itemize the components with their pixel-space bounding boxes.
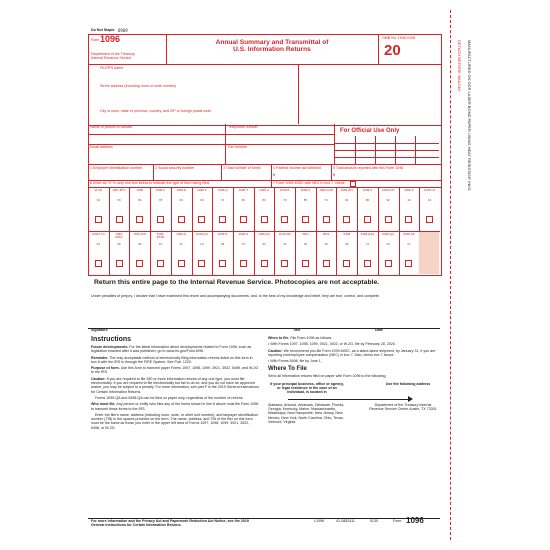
form-type-name: 1099-C bbox=[300, 188, 311, 192]
form-type-name: 5498-SA bbox=[403, 232, 415, 236]
form-type-name: 1098-Q bbox=[217, 188, 228, 192]
where-row bbox=[268, 403, 438, 424]
form-type-code: 95 bbox=[117, 242, 121, 246]
form-type-name: 1099-MISC bbox=[115, 232, 123, 240]
form-type-checkbox[interactable] bbox=[323, 216, 330, 223]
box4-dollar: $ bbox=[273, 173, 275, 177]
form-type-code: 97 bbox=[158, 242, 163, 246]
form-type-checkbox[interactable] bbox=[240, 216, 247, 223]
footer-code1: 41-0852411 bbox=[336, 519, 355, 523]
form-type-checkbox[interactable] bbox=[116, 260, 123, 267]
form-type-code: 75 bbox=[241, 242, 245, 246]
form-type-name: W-2G bbox=[94, 188, 103, 192]
form-type-checkbox[interactable] bbox=[95, 260, 102, 267]
form-type-name: 1099-K bbox=[404, 188, 414, 192]
form-type-name: 1099-LTC bbox=[91, 232, 105, 236]
city-label: City or town, state or province, country, and ZIP or foreign postal code bbox=[100, 109, 212, 113]
form-type-checkbox[interactable] bbox=[198, 216, 205, 223]
form-type-name: 1099-QA bbox=[195, 232, 208, 236]
form-type-code: 27 bbox=[407, 242, 411, 246]
when-bold: When to file. bbox=[268, 336, 290, 340]
form-type-name: 3922 bbox=[322, 232, 330, 236]
form-type-checkbox[interactable] bbox=[261, 260, 268, 267]
form-type-code: 84 bbox=[179, 198, 183, 202]
form-type-name: 1099-OID bbox=[133, 232, 147, 236]
p1-bold: Future developments. bbox=[91, 345, 129, 349]
filer-block bbox=[88, 64, 442, 126]
where-arrow bbox=[268, 395, 438, 403]
form-type-checkbox[interactable] bbox=[426, 216, 433, 223]
form-type-checkbox[interactable] bbox=[281, 260, 288, 267]
signature-line bbox=[88, 328, 440, 329]
instructions-column bbox=[91, 336, 259, 430]
form-label: Form bbox=[91, 38, 100, 42]
form-type-name: 1099-Q bbox=[176, 232, 187, 236]
box5-dollar: $ bbox=[333, 173, 335, 177]
email-label: Email address bbox=[90, 145, 113, 149]
form-type-name: 1099-LS bbox=[423, 188, 436, 192]
form-type-checkbox[interactable] bbox=[136, 260, 143, 267]
form-type-code: 25 bbox=[303, 242, 308, 246]
form-type-name: 1099-S bbox=[238, 232, 249, 236]
form-type-name: 1098-F bbox=[197, 188, 207, 192]
form-type-checkbox[interactable] bbox=[157, 260, 164, 267]
where-col2: Use the following address bbox=[385, 381, 431, 386]
form-code: 6969 bbox=[118, 28, 128, 33]
box1-label: 1 Employer identification number bbox=[90, 166, 143, 170]
form-type-checkbox[interactable] bbox=[178, 216, 185, 223]
form-type-name: 1099-PATR bbox=[156, 232, 165, 240]
footer-notice: For more information and the Privacy Act and Paperwork Reduction Act Notice, see the 2019 General Instructions for Certain Information Returns. bbox=[91, 519, 249, 528]
form-type-code: 28 bbox=[345, 242, 349, 246]
form-type-checkbox[interactable] bbox=[385, 260, 392, 267]
caution-bold: Caution: bbox=[268, 348, 283, 353]
contact-person-label: Name of person to contact bbox=[90, 125, 133, 129]
form-type-code: 92 bbox=[386, 198, 390, 202]
phone-label: Telephone number bbox=[228, 125, 258, 129]
form-type-code: 72 bbox=[365, 242, 370, 246]
p5-text: Forms 1099-QA and 5498-QA can be filed on paper only, regardless of the number of returns. bbox=[95, 395, 244, 400]
where-col1: If your principal business, office or agency, or legal residence in the case of an individual, is located in bbox=[270, 381, 344, 395]
form-type-name: 1099-A bbox=[259, 188, 269, 192]
form-type-name: 1098 bbox=[136, 188, 144, 192]
form-type-checkbox[interactable] bbox=[385, 216, 392, 223]
form-1096-page bbox=[88, 28, 440, 543]
return-notice: Return this entire page to the Internal Revenue Service. Photocopies are not acceptable. bbox=[94, 279, 380, 286]
form-type-code: 98 bbox=[220, 242, 225, 246]
form-type-checkbox[interactable] bbox=[405, 260, 412, 267]
form-type-name: 1099-INT bbox=[381, 188, 395, 192]
title-line-1: Annual Summary and Transmittal of bbox=[215, 39, 329, 46]
footer-form-label: Form bbox=[393, 519, 402, 523]
form-type-name: 5498-QA bbox=[382, 232, 395, 236]
official-use-grid bbox=[335, 136, 439, 164]
box6-label: 6 Enter an "X" in only one box below to indicate the type of form being filed. bbox=[90, 181, 210, 185]
form-type-code: 83 bbox=[241, 198, 245, 202]
form-type-name: 5498-ESA bbox=[360, 232, 375, 236]
filer-name-label: FILER'S name bbox=[100, 66, 124, 70]
form-type-code: 81 bbox=[138, 198, 142, 202]
form-type-checkbox[interactable] bbox=[302, 216, 309, 223]
where-intro: Send all information returns filed on paper with Form 1096 to the following. bbox=[268, 374, 387, 379]
form-type-code: 94 bbox=[262, 242, 266, 246]
detach-note: DETACH BEFORE MAILING bbox=[457, 40, 462, 92]
omb-number: OMB No. 1545-0108 bbox=[382, 36, 415, 40]
form-type-checkbox[interactable] bbox=[157, 216, 164, 223]
arrow-icon bbox=[408, 396, 413, 402]
form-type-name: 1099-G bbox=[362, 188, 373, 192]
detach-perforation bbox=[450, 10, 451, 540]
form-type-code: 32 bbox=[96, 198, 101, 202]
form-type-code: 16 bbox=[427, 198, 432, 202]
form-type-code: 79 bbox=[283, 198, 287, 202]
form-title bbox=[168, 39, 376, 54]
form-type-checkbox[interactable] bbox=[95, 216, 102, 223]
date-label: Date bbox=[375, 328, 383, 332]
form-type-code: 50 bbox=[117, 198, 121, 202]
footer-code2: 5130 bbox=[370, 519, 378, 523]
form-type-code: 96 bbox=[138, 242, 142, 246]
form-type-checkbox[interactable] bbox=[219, 216, 226, 223]
form-type-checkbox[interactable] bbox=[240, 260, 247, 267]
form-type-code: 78 bbox=[158, 198, 163, 202]
p2-bold: Reminder. bbox=[91, 355, 109, 360]
form-type-checkbox[interactable] bbox=[198, 260, 205, 267]
where-heading: Where To File bbox=[268, 366, 307, 373]
where-states: Alabama, Arizona, Arkansas, Delaware, Florida, Georgia, Kentucky, Maine, Massachusetts, Mississippi, New Hampshire, New Jersey, New Mexico, New York, North Carolina, Ohio, Texas, Vermont, Virginia bbox=[268, 402, 345, 424]
form-type-code: 03 bbox=[200, 198, 204, 202]
form-type-code: 1A bbox=[200, 242, 204, 246]
form-type-name: 1098-T bbox=[238, 188, 249, 192]
when-text: File Form 1096 as follows. bbox=[289, 336, 333, 340]
form-type-code: 91 bbox=[345, 198, 349, 202]
form-type-checkbox[interactable] bbox=[178, 260, 185, 267]
form-number: 1096 bbox=[100, 34, 121, 44]
box7-label: 7 Form 1099-MISC with NEC in box 7, check bbox=[273, 181, 345, 185]
box2-label: 2 Social security number bbox=[155, 166, 195, 170]
form-type-checkbox[interactable] bbox=[281, 216, 288, 223]
filing-column bbox=[268, 336, 438, 424]
form-type-name: 1099-DIV bbox=[340, 188, 354, 192]
official-use-label: For Official Use Only bbox=[340, 128, 400, 134]
form-type-checkbox[interactable] bbox=[364, 260, 371, 267]
form-type-checkbox[interactable] bbox=[116, 216, 123, 223]
p4-bold: Caution: bbox=[91, 376, 106, 381]
signature-label: Signature bbox=[91, 328, 108, 332]
footer-form-number: 1096 bbox=[406, 516, 424, 525]
shaded-cell bbox=[419, 232, 439, 274]
caution-text: We recommend you file Form 1099-MISC, as a stand-alone shipment, by January 31, if you are reporting nonemployee compensation (NEC) in box 7. Also, check box 7 above. bbox=[268, 348, 436, 357]
p6-bold: Who must file. bbox=[91, 402, 116, 407]
box5-label: 5 Total amount reported with this Form 1096 bbox=[333, 166, 404, 170]
form-type-checkbox[interactable] bbox=[323, 260, 330, 267]
form-type-code: 2A bbox=[386, 242, 391, 246]
irs-label: Internal Revenue Service bbox=[91, 56, 132, 60]
street-label: Street address (including room or suite number) bbox=[100, 84, 177, 88]
form-type-code: 10 bbox=[407, 198, 411, 202]
p3-bold: Purpose of form. bbox=[91, 366, 120, 371]
form-type-code: 85 bbox=[303, 198, 308, 202]
form-type-code: 80 bbox=[262, 198, 266, 202]
footer-cat: L1096 bbox=[314, 519, 324, 523]
p1-text: For the latest information about developments related to Form 1096, such as legislation enacted after it was published, go to www.irs.gov/Form1096. bbox=[91, 345, 252, 354]
form-type-name: 1099-SB bbox=[278, 232, 291, 236]
form-type-name: 5498 bbox=[343, 232, 351, 236]
form-type-checkbox[interactable] bbox=[364, 216, 371, 223]
form-type-code: 73 bbox=[324, 198, 328, 202]
p4-text: If you are required to file 250 or more information returns of any one type, you must file electronically. If you are required to file electronically but fail to do so, and you do not have an approved waiver, you may be subject to a penalty. For more information, see part F in the 2019 General Instructions for Certain Information Returns. bbox=[91, 376, 259, 394]
form-type-name: 1097-BTC bbox=[112, 188, 126, 192]
when-bullet-1: • With Forms 1097, 1098, 1099, 3921, 3922, or W-2G, file by February 28, 2020. bbox=[268, 342, 396, 347]
p6-text: Any person or entity who files any of the forms shown in line 6 above must file Form 1096 to transmit those forms to the IRS. bbox=[91, 402, 259, 411]
tax-year: 20 bbox=[384, 42, 401, 59]
p2-text: The only acceptable method of electronically filing information returns listed on this form in box 6 with the IRS is through the FIRE System. See Pub. 1220. bbox=[91, 355, 253, 364]
form-type-name: 3921 bbox=[302, 232, 309, 236]
form-type-name: 1099-B bbox=[279, 188, 290, 192]
box4-label: 4 Federal income tax withheld bbox=[273, 166, 321, 170]
where-address: Department of the Treasury Internal Revenue Service Center Austin, TX 73301 bbox=[369, 402, 437, 411]
form-type-code: 93 bbox=[96, 242, 101, 246]
form-type-checkbox[interactable] bbox=[261, 216, 268, 223]
form-type-code: 26 bbox=[324, 242, 328, 246]
form-type-checkbox[interactable] bbox=[219, 260, 226, 267]
form-type-name: 1098-C bbox=[155, 188, 166, 192]
form-type-checkbox[interactable] bbox=[343, 216, 350, 223]
dept-treasury: Department of the Treasury bbox=[91, 52, 135, 56]
p7-text: Enter the filer's name, address (including room, suite, or other unit number), and taxpayer identification number (TIN) in the spaces provided on the form. The name, address, and TIN of the filer on this form must be the same as those you enter in the upper left area of Forms 1097, 1098, 1099, 3921, 3922, 5498, or W-2G. bbox=[91, 412, 259, 430]
p3-text: Use this form to transmit paper Forms 1097, 1098, 1099, 3921, 3922, 5498, and W-2G to the IRS. bbox=[91, 366, 259, 375]
form-type-checkbox[interactable] bbox=[343, 260, 350, 267]
form-type-code: 31 bbox=[179, 242, 183, 246]
form-type-code: 43 bbox=[283, 242, 287, 246]
fax-label: Fax number bbox=[228, 145, 248, 149]
title-label: Title bbox=[293, 328, 301, 332]
form-type-name: 1098-E bbox=[176, 188, 187, 192]
title-line-2: U.S. Information Returns bbox=[233, 46, 311, 54]
form-type-checkbox[interactable] bbox=[405, 216, 412, 223]
when-bullet-2: • With Forms 5498, file by June 1, bbox=[268, 359, 322, 364]
form-type-name: 1099-CAP bbox=[319, 188, 334, 192]
form-type-name: 1099-SA bbox=[258, 232, 270, 236]
manufactured-note: MANUFACTURED ON OCR LASER BOND PAPER USING HEAT RESISTANT INKS bbox=[467, 40, 472, 191]
where-table-head bbox=[268, 382, 438, 395]
box3-label: 3 Total number of forms bbox=[223, 166, 261, 170]
form-type-checkbox[interactable] bbox=[302, 260, 309, 267]
do-not-staple: Do Not Staple bbox=[91, 28, 115, 32]
form-type-code: 86 bbox=[365, 198, 370, 202]
form-type-name: 1099-R bbox=[217, 232, 228, 236]
perjury-statement: Under penalties of perjury, I declare that I have examined this return and accompanying documents, and, to the best of my knowledge and belief, they are true, correct, and complete. bbox=[91, 294, 380, 298]
form-type-code: 74 bbox=[220, 198, 225, 202]
form-type-checkbox[interactable] bbox=[136, 216, 143, 223]
instructions-heading: Instructions bbox=[91, 336, 132, 343]
